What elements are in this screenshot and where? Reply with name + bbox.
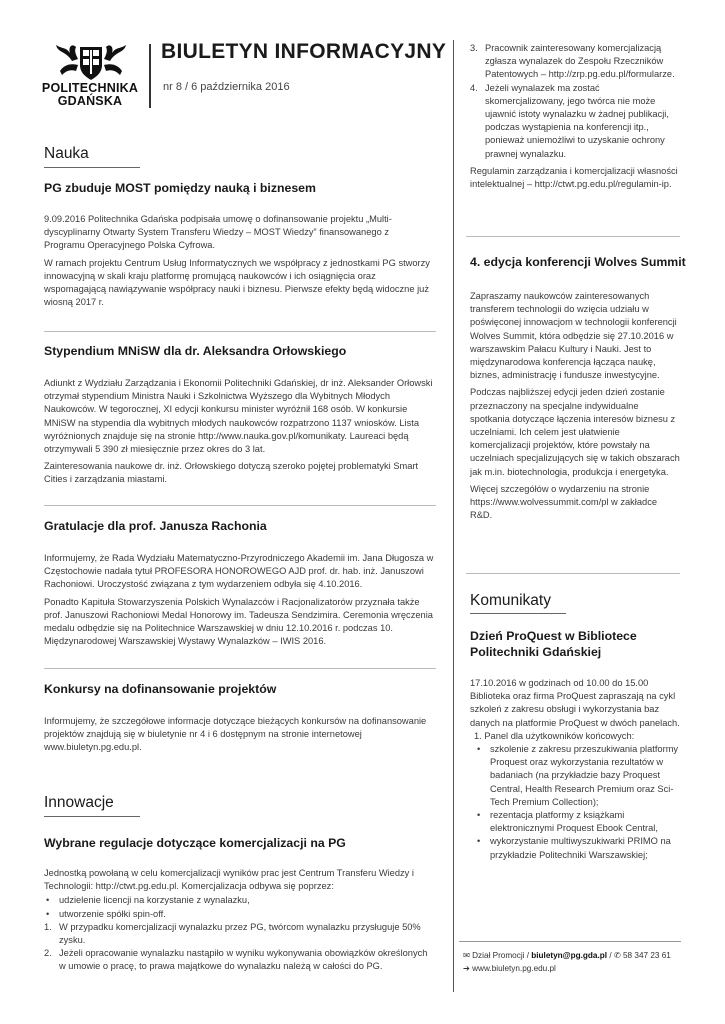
list-item: • utworzenie spółki spin-off. [59, 908, 436, 921]
article-body [44, 213, 432, 313]
logo-line-2: GDAŃSKA [57, 94, 123, 108]
article-body [44, 715, 436, 759]
section-heading-nauka: Nauka [44, 145, 89, 162]
list-item [44, 947, 436, 973]
bullet-list [44, 894, 436, 920]
list-item: • udzielenie licencji na korzystanie z wynalazku, [59, 894, 436, 907]
paragraph: 9.09.2016 Politechnika Gdańska podpisała umowę o dofinansowanie projektu „Multi-dyscyplinarny Otwarty System Transferu Wiedzy – MOST Wiedzy” finansowanego z Programu Operacyjnego Polska Cyfrowa. [44, 214, 392, 251]
column-divider [453, 40, 454, 992]
list-item [44, 921, 436, 947]
article-body [44, 377, 436, 491]
list-text: Jeżeli opracowanie wynalazku nastąpiło w wyniku wykonywania obowiązków określonych w umowie o pracę, to prawa majątkowe do wynalazku należą w całości do PG. [59, 948, 428, 972]
footer-website-link[interactable]: ➔ www.biuletyn.pg.edu.pl [463, 964, 556, 973]
article-divider [466, 573, 680, 574]
paragraph: W ramach projektu Centrum Usług Informatycznych we współpracy z jednostkami PG stworzy innowacyjną w skali kraju platformę promującą naukowców i ich osiągnięcia oraz wspomagającą nawiązywanie współpracy nauki i biznesu. Pierwsze efekty będą widoczne już wiosną 2017 r. [44, 257, 430, 308]
paragraph: Adiunkt z Wydziału Zarządzania i Ekonomii Politechniki Gdańskiej, dr inż. Aleksander Orłowski otrzymał stypendium Ministra Nauki i Szkolnictwa Wyższego dla Wybitnych Młodych Naukowców. W tegorocznej, XI edycji konkursu minister wyróżnił 168 osób. W konkursie MNiSW na stypendia dla wybitnych młodych naukowców rozpatrzono 1137 wniosków. Lista wyróżnionych znajduje się na stronie http://www.nauka.gov.pl/komunikaty. Laureaci będą otrzymywali 5 390 zł miesięcznie przez okres do 3 lat. [44, 378, 433, 455]
numbered-list [470, 42, 678, 161]
paragraph: Jednostką powołaną w celu komercjalizacji wyników prac jest Centrum Transferu Wiedzy i Technologii: http://ctwt.pg.edu.pl. Komercjalizacja odbywa się poprzez: [44, 868, 414, 892]
list-number: 1. [44, 921, 52, 932]
paragraph: Informujemy, że szczegółowe informacje dotyczące bieżących konkursów na dofinansowanie projektów znajdują się w biuletynie nr 4 i 6 dostępnym na stronie internetowej www.biuletyn.pg.edu.pl. [44, 716, 427, 753]
section-heading-innowacje: Innowacje [44, 794, 114, 811]
article-divider [44, 668, 436, 669]
issue-info: nr 8 / 6 października 2016 [163, 81, 290, 93]
footer-email-link[interactable]: biuletyn@pg.gda.pl [531, 951, 608, 960]
article-title: Konkursy na dofinansowanie projektów [44, 682, 277, 696]
panel-label: 1. Panel dla użytkowników końcowych: [474, 730, 635, 741]
numbered-list [44, 921, 436, 974]
section-heading-komunikaty: Komunikaty [470, 592, 551, 609]
list-item: • wykorzystanie multiwyszukiwarki PRIMO na przykładzie Politechniki Warszawskiej; [490, 835, 680, 861]
paragraph: 17.10.2016 w godzinach od 10.00 do 15.00 Biblioteka oraz firma ProQuest zapraszają na cykl szkoleń z zakresu obsługi i wykorzystania baz danych na platformie ProQuest w dwóch panelach. [470, 678, 680, 728]
footer-phone: / ✆ 58 347 23 61 [607, 951, 671, 960]
continued-article [470, 42, 678, 195]
paragraph: Regulamin zarządzania i komercjalizacji własności intelektualnej – http://ctwt.pg.edu.pl/regulamin-ip. [470, 165, 678, 190]
paragraph: Ponadto Kapituła Stowarzyszenia Polskich Wynalazców i Racjonalizatorów przyznała także prof. Januszowi Rachoniowi Medal Honorowy im. Tadeusza Sendzimira. Ceremonia wręczenia medalu odbędzie się na Politechnice Warszawskiej w dniu 12.10.2016 r. podczas 10. Międzynarodowej Warszawskiej Wystawy Wynalazków – IWIS 2016. [44, 596, 433, 647]
paragraph: Podczas najbliższej edycji jeden dzień zostanie przeznaczony na specjalne indywidualne spotkania dotyczące łączenia interesów biznesu z uczelniami. Ich celem jest ułatwienie komercjalizacji projektów, które powstały na uczelniach specjalizujących się w takich obszarach jak m.in. biotechnologia, produkcja i energetyka. [470, 387, 680, 477]
paragraph: Informujemy, że Rada Wydziału Matematyczno-Przyrodniczego Akademii im. Jana Długosza w Częstochowie nadała tytuł PROFESORA HONOROWEGO AJD prof. dr. hab. inż. Januszowi Rachoniowi. Uroczystość związana z tym wydarzeniem odbyła się 4.10.2016. [44, 553, 434, 590]
logo-wordmark [40, 82, 140, 108]
footer-line-1 [463, 949, 671, 962]
paragraph: Zapraszamy naukowców zainteresowanych transferem technologii do wzięcia udziału w poświęconej innowacjom w technologii konferencji Wolves Summit, która odbędzie się 27.10.2016 w warszawskim Pałacu Kultury i Nauki. Jest to międzynarodowa konferencja łącząca naukę, biznes, administrację i fundusze inwestycyjne. [470, 291, 677, 381]
article-title: Dzień ProQuest w Bibliotece Politechniki Gdańskiej [470, 629, 637, 659]
list-text: Jeżeli wynalazek ma zostać skomercjalizowany, jego twórca nie może ujawnić istoty wynalazku w żadnej publikacji, podczas wystąpienia na konferencji itp., ponieważ uniemożliwi to uzyskanie ochrony prawnej wynalazku. [485, 82, 669, 159]
list-item [470, 42, 678, 82]
article-divider [44, 331, 436, 332]
article-body [470, 290, 680, 526]
list-number: 4. [470, 82, 478, 93]
university-crest-icon [52, 41, 130, 81]
article-title: Stypendium MNiSW dla dr. Aleksandra Orłowskiego [44, 344, 347, 358]
logo-line-1: POLITECHNIKA [41, 81, 139, 95]
list-number: 2. [44, 948, 52, 959]
article-body [470, 677, 680, 862]
footer-dept: ✉ Dział Promocji / [463, 951, 532, 960]
article-title: Wybrane regulacje dotyczące komercjalizacji na PG [44, 836, 346, 850]
article-body [44, 867, 436, 974]
list-item: • rezentacja platformy z książkami elektronicznymi Proquest Ebook Central, [490, 809, 680, 835]
paragraph: Więcej szczegółów o wydarzeniu na stronie https://www.wolvessummit.com/pl w zakładce R&D. [470, 483, 658, 521]
article-title: 4. edycja konferencji Wolves Summit [470, 255, 686, 269]
article-divider [44, 505, 436, 506]
article-divider [466, 236, 680, 237]
footer-contact [463, 949, 671, 975]
list-item: • szkolenie z zakresu przeszukiwania platformy Proquest oraz wykorzystania rezultatów w badaniach (na przykładzie bazy Proquest Central, Health Research Premium oraz Sci-Tech Premium Collection); [490, 743, 680, 809]
section-rule [44, 167, 140, 168]
paragraph: Zainteresowania naukowe dr. inż. Orłowskiego dotyczą szeroko pojętej problematyki Smart Cities i zarządzania miastami. [44, 461, 419, 485]
list-text: Pracownik zainteresowany komercjalizacją zgłasza wynalazek do Zespołu Rzeczników Patentowych – http://zrp.pg.edu.pl/formularze. [485, 43, 675, 80]
section-rule [470, 613, 566, 614]
list-item [470, 82, 678, 161]
article-body [44, 552, 434, 652]
list-text: W przypadku komercjalizacji wynalazku przez PG, twórcom wynalazku przysługuje 50% zysku. [59, 921, 421, 946]
section-rule [44, 816, 140, 817]
article-title: Gratulacje dla prof. Janusza Rachonia [44, 519, 267, 533]
header-divider [149, 44, 151, 108]
footer-divider [459, 941, 681, 942]
article-title: PG zbuduje MOST pomiędzy nauką i biznesem [44, 181, 316, 195]
bullet-list [470, 743, 680, 862]
list-number: 3. [470, 43, 478, 53]
page-title: BIULETYN INFORMACYJNY [161, 40, 447, 63]
